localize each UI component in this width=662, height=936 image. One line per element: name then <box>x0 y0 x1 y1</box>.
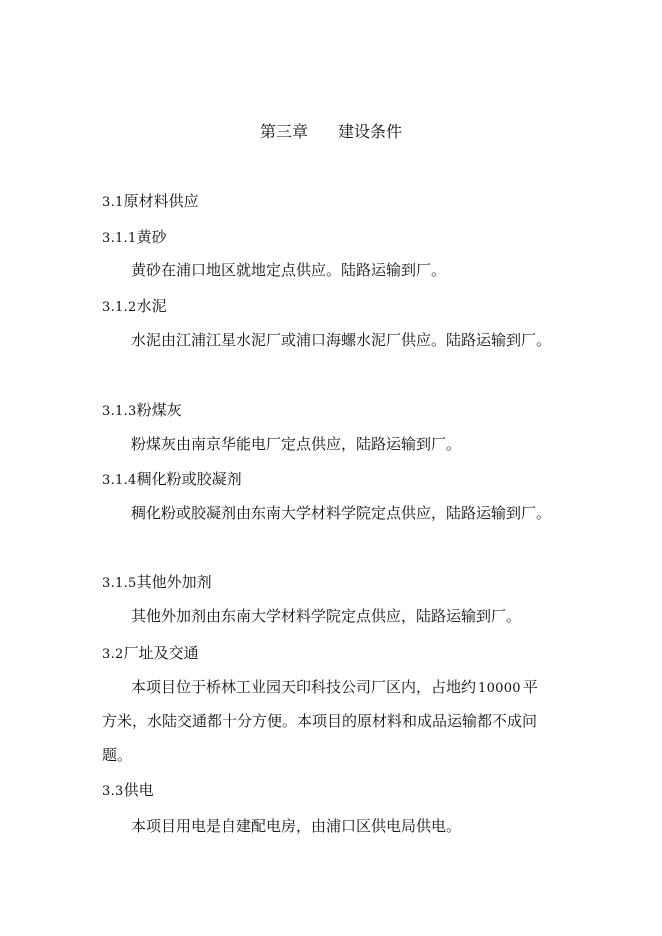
section-heading-3-1 <box>102 191 199 213</box>
section-number: 3.1 <box>102 195 124 210</box>
section-title: 供电 <box>123 781 154 799</box>
section-number: 3.1.3 <box>102 404 137 419</box>
paragraph-3-1-5: 其他外加剂由东南大学材料学院定点供应，陆路运输到厂。 <box>131 607 522 625</box>
section-number: 3.1.2 <box>102 300 137 315</box>
section-title: 稠化粉或胶凝剂 <box>136 470 242 488</box>
section-heading-3-1-2 <box>102 296 167 318</box>
section-number: 3.1.4 <box>102 473 137 488</box>
section-number: 3.3 <box>102 784 124 799</box>
section-title: 厂址及交通 <box>123 644 199 662</box>
section-heading-3-2 <box>102 643 199 665</box>
chapter-title <box>0 122 662 142</box>
section-heading-3-1-1 <box>102 227 167 249</box>
section-heading-3-1-5 <box>102 572 212 594</box>
section-title: 其他外加剂 <box>136 573 212 591</box>
section-number: 3.1.5 <box>102 576 137 591</box>
paragraph-3-2-line-2: 方米，水陆交通都十分方便。本项目的原材料和成品运输都不成问 <box>102 712 538 730</box>
section-title: 原材料供应 <box>123 192 199 210</box>
paragraph-3-1-1: 黄砂在浦口地区就地定点供应。陆路运输到厂。 <box>131 261 447 279</box>
paragraph-3-1-3: 粉煤灰由南京华能电厂定点供应，陆路运输到厂。 <box>131 435 462 453</box>
section-title: 水泥 <box>136 297 167 315</box>
section-number: 3.1.1 <box>102 231 137 246</box>
section-heading-3-1-4 <box>102 469 242 491</box>
section-title: 黄砂 <box>136 228 167 246</box>
section-number: 3.2 <box>102 647 124 662</box>
paragraph-3-1-2: 水泥由江浦江星水泥厂或浦口海螺水泥厂供应。陆路运输到厂。 <box>131 331 552 349</box>
paragraph-3-1-4: 稠化粉或胶凝剂由东南大学材料学院定点供应，陆路运输到厂。 <box>131 504 552 522</box>
paragraph-3-2-line-3: 题。 <box>102 746 133 764</box>
section-heading-3-3 <box>102 780 154 802</box>
section-title: 粉煤灰 <box>136 401 182 419</box>
paragraph-3-2-line-1 <box>131 677 538 699</box>
paragraph-3-3: 本项目用电是自建配电房，由浦口区供电局供电。 <box>131 817 462 835</box>
chapter-number: 第三章 <box>259 122 308 141</box>
chapter-name: 建设条件 <box>338 122 403 141</box>
area-value: 10000 <box>478 681 521 696</box>
section-heading-3-1-3 <box>102 400 182 422</box>
paragraph-text: 本项目位于桥林工业园天印科技公司厂区内，占地约 <box>131 678 477 696</box>
paragraph-text: 平 <box>522 678 538 696</box>
